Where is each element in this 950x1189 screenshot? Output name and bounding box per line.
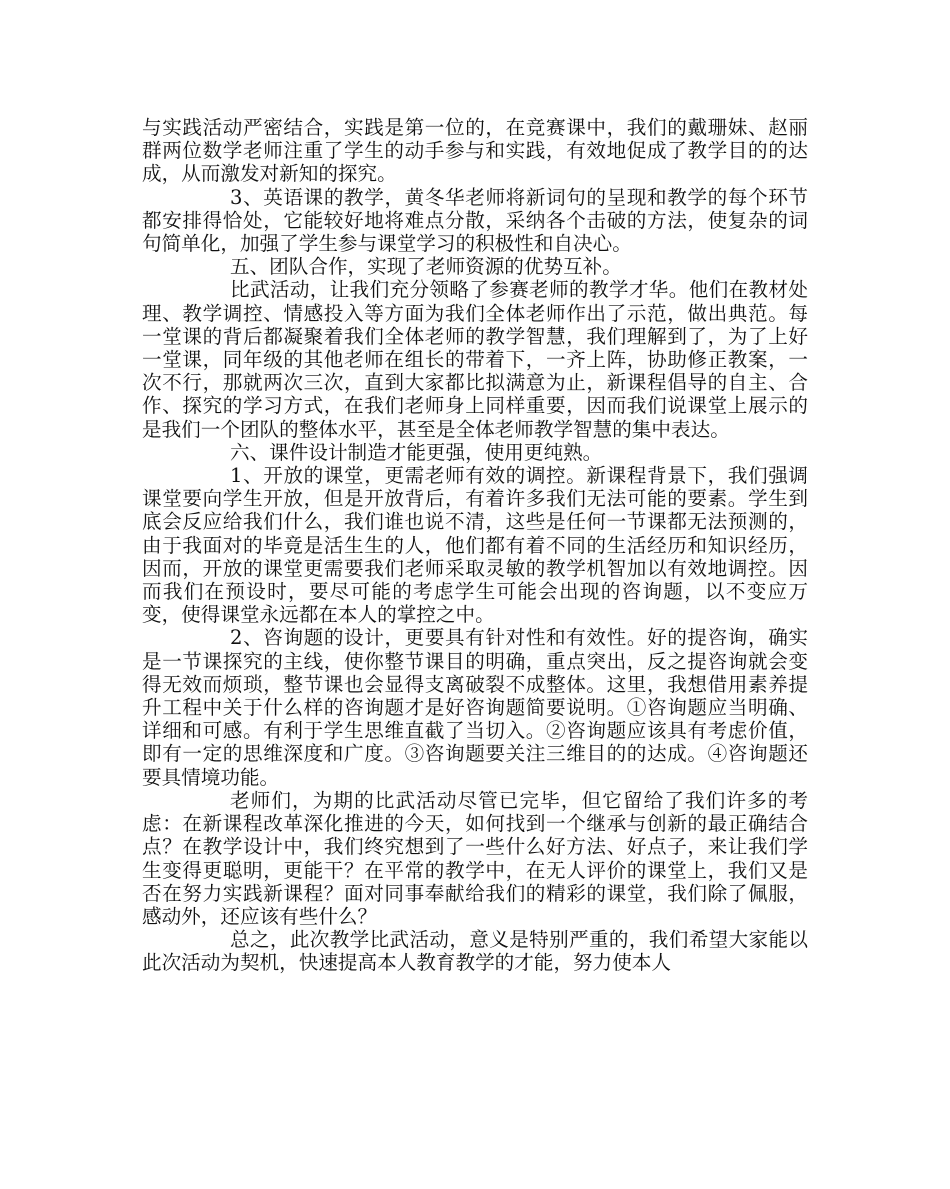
paragraph-1: 与实践活动严密结合，实践是第一位的，在竞赛课中，我们的戴珊妹、赵丽群两位数学老师注重了学生的动手参与和实践，有效地促成了教学目的的达成，从而激发对新知的探究。 — [142, 116, 808, 186]
section-heading-5: 五、团队合作，实现了老师资源的优势互补。 — [230, 255, 622, 279]
paragraph-6: 1、开放的课堂，更需老师有效的调控。新课程背景下，我们强调课堂要向学生开放，但是开放背后，有着许多我们无法可能的要素。学生到底会反应给我们什么，我们谁也说不清，这些是任何一节课都无法预测的，由于我面对的毕竟是活生生的人，他们都有着不同的生活经历和知识经历，因而，开放的课堂更需要我们老师采取灵敏的教学机智加以有效地调控。因而我们在预设时，要尽可能的考虑学生可能会出现的咨询题，以不变应万变，使得课堂永远都在本人的掌控之中。 — [142, 464, 808, 627]
paragraph-8: 老师们，为期的比武活动尽管已完毕，但它留给了我们许多的考虑：在新课程改革深化推进的今天，如何找到一个继承与创新的最正确结合点？在教学设计中，我们终究想到了一些什么好方法、好点子，来让我们学生变得更聪明，更能干？在平常的教学中，在无人评价的课堂上，我们又是否在努力实践新课程？面对同事奉献给我们的精彩的课堂，我们除了佩服，感动外，还应该有些什么？ — [142, 788, 808, 928]
section-heading-6: 六、课件设计制造才能更强，使用更纯熟。 — [230, 440, 603, 464]
document-page — [142, 116, 808, 975]
paragraph-9: 总之，此次教学比武活动，意义是特别严重的，我们希望大家能以此次活动为契机，快速提高本人教育教学的才能，努力使本人 — [142, 928, 808, 975]
paragraph-2: 3、英语课的教学，黄冬华老师将新词句的呈现和教学的每个环节都安排得恰处，它能较好地将难点分散，采纳各个击破的方法，使复杂的词句简单化，加强了学生参与课堂学习的积极性和自决心。 — [142, 185, 808, 256]
paragraph-7: 2、咨询题的设计，更要具有针对性和有效性。好的提咨询，确实是一节课探究的主线，使你整节课目的明确，重点突出，反之提咨询就会变得无效而烦琐，整节课也会显得支离破裂不成整体。这里，我想借用素养提升工程中关于什么样的咨询题才是好咨询题简要说明。①咨询题应当明确、详细和可感。有利于学生思维直截了当切入。②咨询题应该具有考虑价值，即有一定的思维深度和广度。③咨询题要关注三维目的的达成。④咨询题还要具情境功能。 — [142, 626, 808, 789]
paragraph-4: 比武活动，让我们充分领略了参赛老师的教学才华。他们在教材处理、教学调控、情感投入等方面为我们全体老师作出了示范，做出典范。每一堂课的背后都凝聚着我们全体老师的教学智慧，我们理解到了，为了上好一堂课，同年级的其他老师在组长的带着下，一齐上阵，协助修正教案，一次不行，那就两次三次，直到大家都比拟满意为止，新课程倡导的自主、合作、探究的学习方式，在我们老师身上同样重要，因而我们说课堂上展示的是我们一个团队的整体水平，甚至是全体老师教学智慧的集中表达。 — [142, 278, 808, 441]
